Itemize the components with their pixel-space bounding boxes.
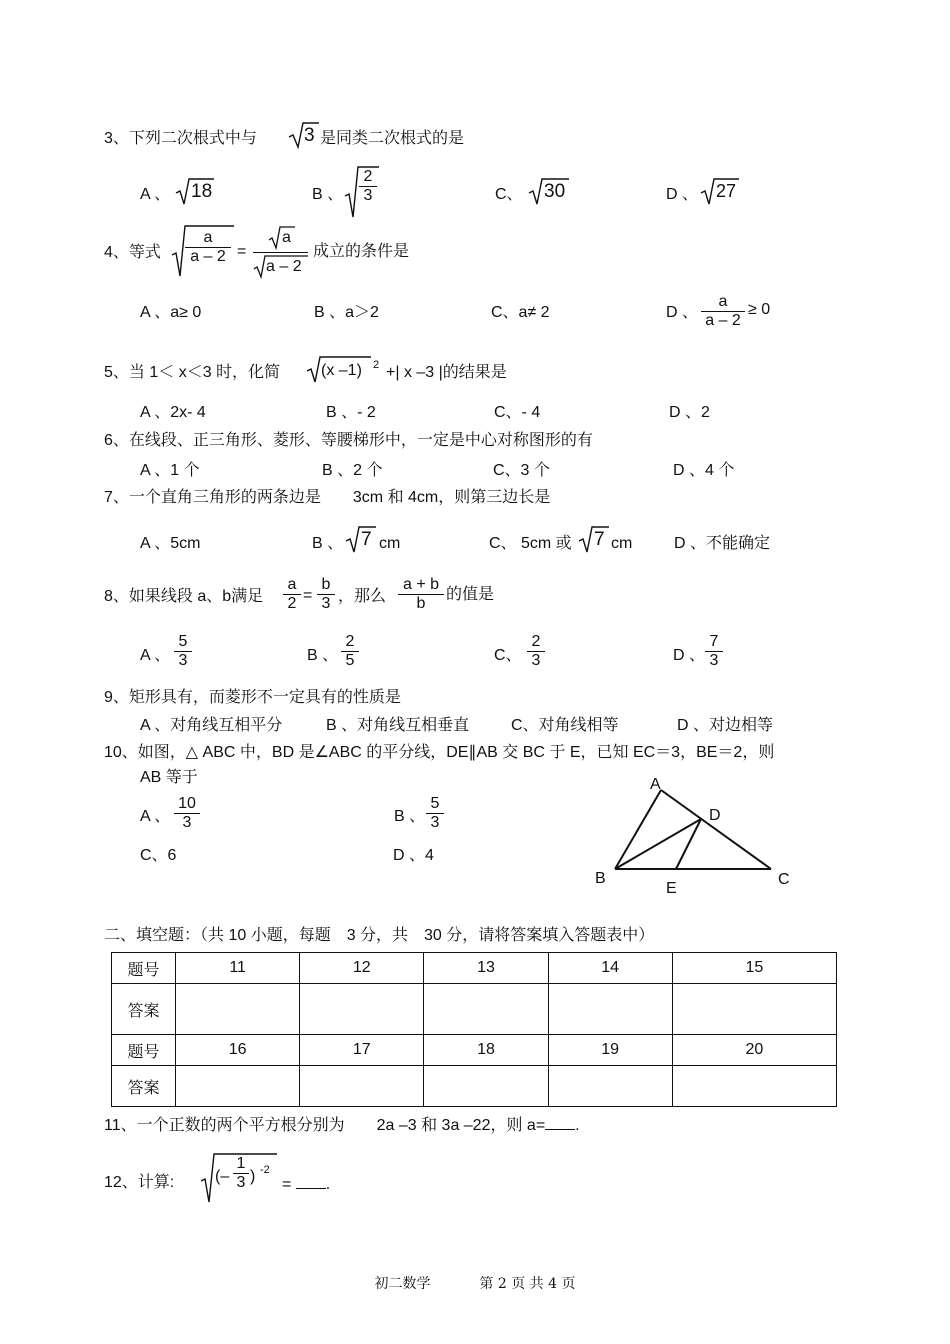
q3-option-a-radicand: 18 [191,181,213,202]
answer-label-cell: 答案 [112,1066,176,1107]
q12-exponent: -2 [260,1164,270,1176]
q3-option-c-radical [529,178,569,205]
q10-option-b-num: 5 [426,795,444,814]
q8-fraction-2 [317,576,335,613]
q7-option-b-radical [346,526,376,553]
header-label-cell: 题号 [112,1035,176,1066]
answer-cell[interactable] [672,984,836,1035]
q5-stem-prefix: 5、当 1＜ x＜3 时，化简 [104,364,281,381]
q10-option-d: D 、4 [393,847,434,864]
q4-rhs-num: a [282,229,291,246]
q4-option-a: A 、a≥ 0 [140,304,202,321]
table-row [112,1066,837,1107]
answer-cell[interactable] [176,1066,300,1107]
q4-lhs-den: a – 2 [190,248,226,265]
question-number-cell: 11 [176,953,300,984]
q3-option-a-label: A 、 [140,186,171,203]
triangle-figure [590,770,800,900]
q7-option-b-label: B 、 [312,535,344,552]
question-number-cell: 16 [176,1035,300,1066]
section2-title: 二、填空题：（共 10 小题，每题 3 分，共 30 分，请将答案填入答题表中） [104,927,655,944]
table-row [112,1035,837,1066]
q7-option-b-unit: cm [379,535,401,552]
q3-option-b-fraction [359,168,377,205]
q3-stem-prefix: 3、下列二次根式中与 [104,130,257,147]
question-number-cell: 14 [548,953,672,984]
q8-option-a-label: A 、 [140,647,171,664]
q6-stem: 6、在线段、正三角形、菱形、等腰梯形中，一定是中心对称图形的有 [104,432,593,449]
q7-option-c-radicand: 7 [594,529,605,550]
q8-f3-den: b [416,595,426,612]
footer-page-number: 第 2 页 共 4 页 [479,1276,576,1292]
q9-option-c: C、对角线相等 [511,717,619,734]
q12-inner-den: 3 [236,1174,246,1191]
q3-stem-radical [289,122,319,148]
q12-stem-prefix: 12、计算: [104,1174,175,1191]
q12-inner-num: 1 [233,1155,249,1174]
q4-option-d-suffix: ≥ 0 [748,301,771,318]
answer-table [111,952,837,1107]
q4-option-d-fraction [701,293,745,330]
q8-option-a-fraction [174,633,192,670]
q10-stem-line1: 10、如图，△ ABC 中，BD 是∠ABC 的平分线，DE∥AB 交 BC 于 E，已知 EC＝3，BE＝2，则 [104,744,775,761]
q6-option-b: B 、2 个 [322,462,383,479]
q8-option-c-den: 3 [531,652,541,669]
q3-stem-suffix: 是同类二次根式的是 [320,130,465,147]
q6-option-c: C、3 个 [493,462,550,479]
q4-rhs-fraction-bar [253,252,308,253]
q3-option-d-radical [701,178,739,205]
q4-option-c: C、a≠ 2 [491,304,550,321]
q4-option-b: B 、a＞2 [314,304,379,321]
q8-stem-suffix: 的值是 [446,586,495,603]
q4-stem-suffix: 成立的条件是 [313,243,410,260]
q12-answer-blank[interactable] [296,1174,326,1189]
q12-stem-suffix: . [325,1176,331,1193]
table-row [112,953,837,984]
answer-cell[interactable] [300,1066,424,1107]
q8-option-c-num: 2 [527,633,545,652]
q5-radical [307,356,371,383]
q5-stem-suffix: +| x –3 |的结果是 [386,364,507,381]
vertex-label-c: C [778,871,790,888]
q8-option-b-num: 2 [341,633,359,652]
q12-inner-fraction [233,1155,249,1192]
q3-option-c-radicand: 30 [544,181,566,202]
q11-stem-suffix: . [575,1117,580,1134]
q4-rhs-den-radical [254,255,308,279]
q7-option-c-prefix: C、 5cm 或 [489,535,572,552]
q9-option-d: D 、对边相等 [677,717,774,734]
q4-rhs-num-radical [269,226,295,250]
q4-lhs-num: a [185,229,231,248]
q7-stem: 7、一个直角三角形的两条边是 3cm 和 4cm，则第三边长是 [104,489,551,506]
q8-option-a-num: 5 [174,633,192,652]
q4-rhs-den: a – 2 [266,258,302,275]
q7-option-d: D 、不能确定 [674,535,771,552]
answer-cell[interactable] [548,984,672,1035]
q8-equals: = [303,587,313,604]
table-row [112,984,837,1035]
q8-stem-mid: ，那么 [338,588,387,605]
vertex-label-d: D [709,807,721,824]
q10-option-b-label: B 、 [394,808,426,825]
q8-f1-den: 2 [287,595,297,612]
q3-option-d-label: D 、 [666,186,699,203]
q5-option-c: C、- 4 [494,404,541,421]
question-number-cell: 18 [424,1035,548,1066]
q8-f1-num: a [283,576,301,595]
vertex-label-b: B [595,870,606,887]
answer-label-cell: 答案 [112,984,176,1035]
q9-option-a: A 、对角线互相平分 [140,717,283,734]
q12-inner-close: ) [250,1168,256,1185]
question-number-cell: 20 [672,1035,836,1066]
q4-stem-prefix: 4、等式 [104,244,161,261]
q7-option-c-unit: cm [611,535,633,552]
q8-fraction-3 [398,576,444,613]
q8-option-d-fraction [705,633,723,670]
q3-option-b-num: 2 [359,168,377,187]
segment-ac [661,790,771,869]
q8-option-c-label: C、 [494,647,522,664]
page-footer [0,1273,950,1293]
question-number-cell: 13 [424,953,548,984]
question-number-cell: 12 [300,953,424,984]
q8-option-b-fraction [341,633,359,670]
q10-option-b-fraction [426,795,444,832]
q10-option-a-label: A 、 [140,808,171,825]
answer-cell[interactable] [672,1066,836,1107]
q4-equals: = [237,243,247,260]
q4-option-d-num: a [701,293,745,312]
q8-fraction-1 [283,576,301,613]
q8-stem-prefix: 8、如果线段 a、b满足 [104,588,264,605]
q5-option-d: D 、2 [669,404,710,421]
q4-option-d-den: a – 2 [705,312,741,329]
q8-option-d-den: 3 [709,652,719,669]
q3-option-a-radical [176,178,214,205]
q5-exponent: 2 [373,359,380,371]
q10-option-a-num: 10 [174,795,200,814]
q8-option-b-label: B 、 [307,647,339,664]
q9-stem: 9、矩形具有，而菱形不一定具有的性质是 [104,689,401,706]
answer-cell[interactable] [424,1066,548,1107]
q4-option-d-label: D 、 [666,304,699,321]
footer-subject: 初二数学 [374,1276,431,1292]
answer-cell[interactable] [300,984,424,1035]
q8-option-c-fraction [527,633,545,670]
q8-option-d-num: 7 [705,633,723,652]
q5-radicand: (x –1) [321,362,362,379]
q12-inner-open: (– [215,1168,230,1185]
q6-option-a: A 、1 个 [140,462,200,479]
q8-option-d-label: D 、 [673,647,706,664]
q8-option-b-den: 5 [345,652,355,669]
answer-cell[interactable] [424,984,548,1035]
q10-option-c: C、6 [140,847,177,864]
q8-option-a-den: 3 [178,652,188,669]
segment-ab [615,790,661,869]
q3-option-c-label: C、 [495,186,523,203]
q12-equals: = [282,1176,292,1193]
vertex-label-a: A [650,776,661,793]
q3-option-b-label: B 、 [312,186,344,203]
q9-option-b: B 、对角线互相垂直 [326,717,470,734]
q6-option-d: D 、4 个 [673,462,735,479]
header-label-cell: 题号 [112,953,176,984]
q3-stem-radicand: 3 [304,125,315,146]
q10-option-a-den: 3 [182,814,192,831]
q11-stem [104,1115,580,1136]
question-number-cell: 15 [672,953,836,984]
q10-option-b-den: 3 [430,814,440,831]
q10-option-a-fraction [174,795,200,832]
q8-f3-num: a + b [398,576,444,595]
vertex-label-e: E [666,880,677,897]
q10-stem-line2: AB 等于 [140,769,198,786]
q8-f2-den: 3 [321,595,331,612]
answer-cell[interactable] [548,1066,672,1107]
q4-lhs-fraction [185,229,231,266]
q7-option-a: A 、5cm [140,535,201,552]
q7-option-c-radical [579,526,609,553]
q11-stem-prefix: 11、一个正数的两个平方根分别为 2a –3 和 3a –22，则 a= [104,1117,546,1134]
question-number-cell: 17 [300,1035,424,1066]
q3-option-d-radicand: 27 [716,181,737,201]
q5-option-a: A 、2x- 4 [140,404,206,421]
q11-answer-blank[interactable] [545,1115,575,1130]
q7-option-b-radicand: 7 [361,529,372,550]
q8-f2-num: b [317,576,335,595]
q5-option-b: B 、- 2 [326,404,376,421]
answer-cell[interactable] [176,984,300,1035]
question-number-cell: 19 [548,1035,672,1066]
q12-stem-end [282,1174,330,1195]
q3-option-b-den: 3 [363,187,373,204]
